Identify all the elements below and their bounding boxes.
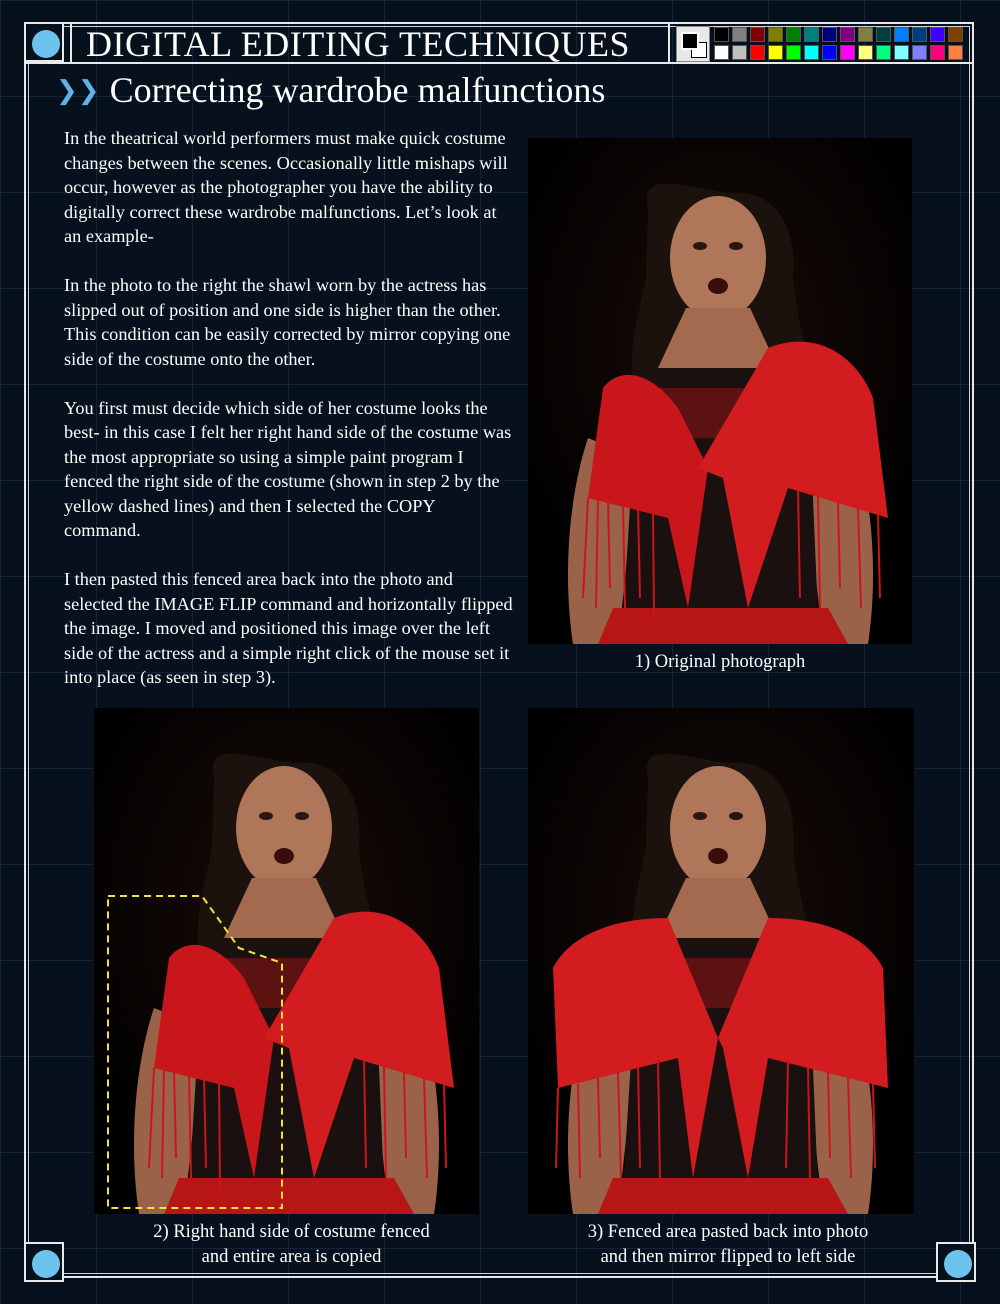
foreground-color-swatch — [681, 32, 699, 50]
caption-photo-3 — [528, 1220, 928, 1270]
caption-line: 1) Original photograph — [634, 652, 806, 672]
article-body — [64, 126, 514, 714]
palette-swatch[interactable] — [786, 27, 801, 42]
palette-swatch[interactable] — [858, 45, 873, 60]
corner-bottom-right — [936, 1242, 976, 1282]
caption-line: and then mirror flipped to left side — [600, 1247, 856, 1267]
palette-swatch[interactable] — [912, 27, 927, 42]
palette-swatch[interactable] — [912, 45, 927, 60]
palette-swatch[interactable] — [948, 27, 963, 42]
caption-photo-2 — [94, 1220, 489, 1270]
palette-swatch[interactable] — [786, 45, 801, 60]
circle-icon — [944, 1250, 972, 1278]
palette-swatch[interactable] — [732, 45, 747, 60]
section-heading — [56, 68, 605, 116]
palette-swatch[interactable] — [894, 27, 909, 42]
palette-swatch[interactable] — [804, 27, 819, 42]
title-divider-left — [70, 22, 72, 64]
corner-top-left — [24, 22, 64, 62]
palette-swatch[interactable] — [858, 27, 873, 42]
palette-swatch[interactable] — [876, 45, 891, 60]
caption-line: 3) Fenced area pasted back into photo — [587, 1222, 869, 1242]
palette-swatch[interactable] — [750, 45, 765, 60]
paragraph: In the theatrical world performers must make quick costume changes between the scenes. Occasionally little mishaps will occur, however as the photographer you have the ability to digitally correct these wardrobe malfunctions. Let’s look at an example- — [64, 128, 508, 246]
actress-photo-fenced — [94, 708, 479, 1214]
paragraph: I then pasted this fenced area back into the photo and selected the IMAGE FLIP command and horizontally flipped the image. I moved and positioned this image over the left side of the actress and a simple right click of the mouse set it into place (as seen in step 3). — [64, 569, 513, 687]
actress-photo-original — [528, 138, 912, 644]
title-divider-right — [668, 22, 670, 64]
palette-swatch[interactable] — [768, 45, 783, 60]
color-palette[interactable] — [676, 26, 972, 62]
palette-swatch[interactable] — [714, 27, 729, 42]
palette-swatch[interactable] — [804, 45, 819, 60]
palette-swatch[interactable] — [840, 45, 855, 60]
palette-swatch[interactable] — [750, 27, 765, 42]
palette-swatch[interactable] — [930, 27, 945, 42]
caption-line: 2) Right hand side of costume fenced — [153, 1222, 430, 1242]
palette-swatch[interactable] — [768, 27, 783, 42]
palette-swatch[interactable] — [876, 27, 891, 42]
circle-icon — [32, 30, 60, 58]
caption-photo-1 — [528, 650, 912, 675]
palette-swatch[interactable] — [822, 27, 837, 42]
page-title: DIGITAL EDITING TECHNIQUES — [86, 24, 631, 64]
palette-swatch[interactable] — [714, 45, 729, 60]
actress-photo-corrected — [528, 708, 914, 1214]
active-colors-selector[interactable] — [676, 26, 710, 62]
photo-step-2 — [94, 708, 479, 1214]
double-chevron-right-icon: ❯❯ — [56, 76, 100, 106]
paragraph: In the photo to the right the shawl worn by the actress has slipped out of position and one side is higher than the other. This condition can be easily corrected by mirror copying one side of the costume onto the other. — [64, 275, 511, 369]
palette-swatch[interactable] — [930, 45, 945, 60]
paragraph: You first must decide which side of her costume looks the best- in this case I felt her right hand side of the costume was the most appropriate so using a simple paint program I fenced the right side of the costume (shown in step 2 by the yellow dashed lines) and then I selected the COPY command. — [64, 397, 512, 540]
photo-step-3 — [528, 708, 914, 1214]
caption-line: and entire area is copied — [201, 1247, 382, 1267]
photo-original — [528, 138, 912, 644]
palette-swatch[interactable] — [840, 27, 855, 42]
corner-bottom-left — [24, 1242, 64, 1282]
palette-swatch[interactable] — [822, 45, 837, 60]
circle-icon — [32, 1250, 60, 1278]
palette-swatch[interactable] — [732, 27, 747, 42]
palette-swatch[interactable] — [894, 45, 909, 60]
section-heading-text: Correcting wardrobe malfunctions — [109, 70, 606, 110]
palette-swatch[interactable] — [948, 45, 963, 60]
